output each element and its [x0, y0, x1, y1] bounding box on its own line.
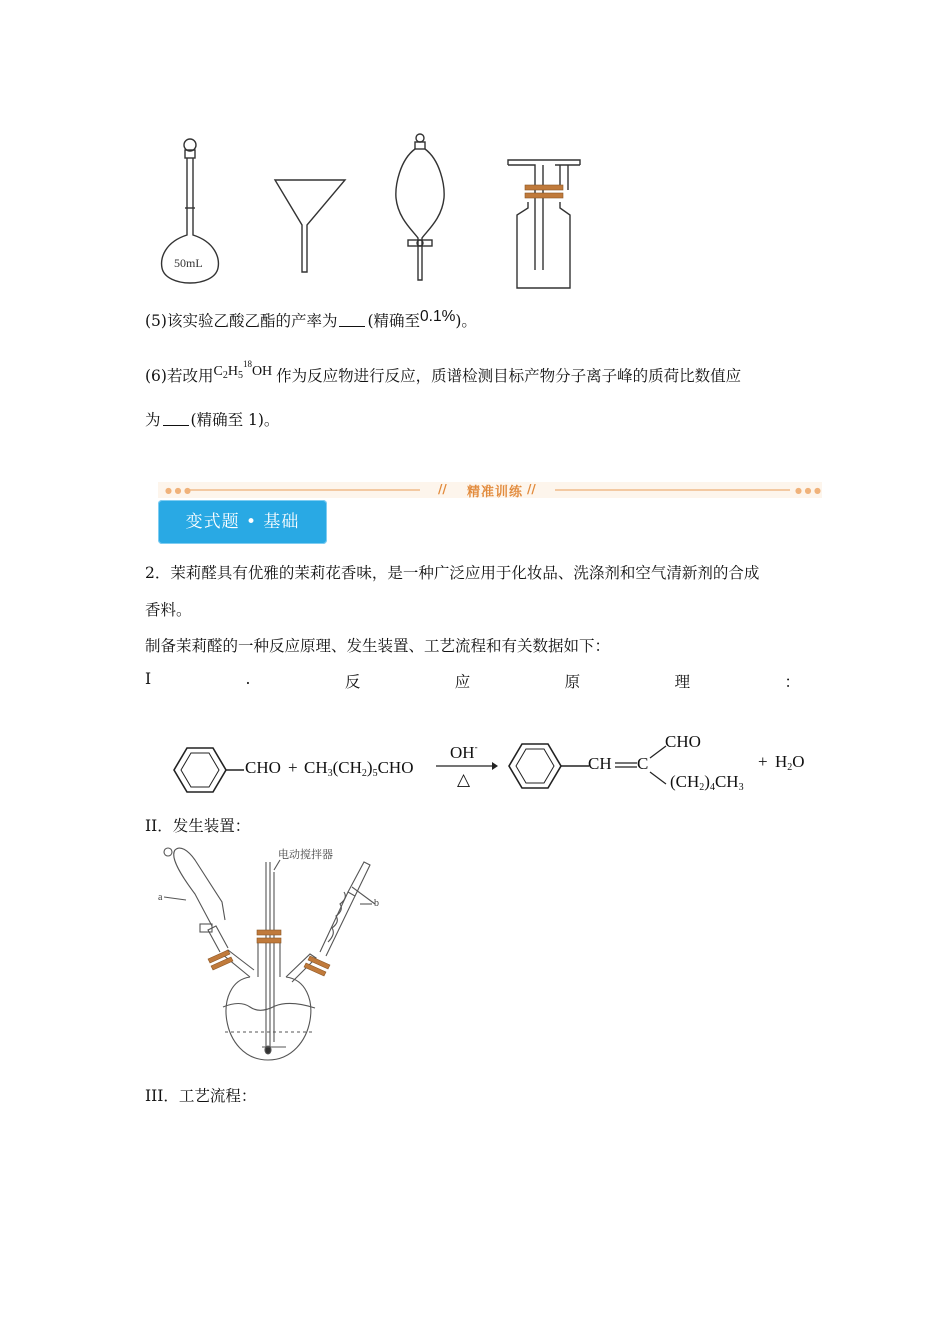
- q5-precision: 0.1%: [420, 308, 456, 325]
- answer-blank[interactable]: [163, 411, 189, 426]
- question-6-line-2: [145, 410, 279, 430]
- heading-char: 理: [674, 673, 691, 691]
- banner-dots-right: ● ● ●: [795, 486, 822, 495]
- stopper-band: [525, 185, 563, 198]
- answer-blank[interactable]: [339, 312, 365, 327]
- banner-line-right: [555, 489, 790, 491]
- heading-char: ：: [784, 673, 800, 691]
- label-b: b: [374, 898, 379, 909]
- q6-line2-suffix: (精确至 1)。: [190, 411, 280, 429]
- q2-line-2: 香料。: [145, 601, 192, 619]
- heat-condition: △: [457, 770, 471, 789]
- product-benzene-ring-icon: [505, 736, 595, 796]
- q6-prefix: (6)若改用: [145, 367, 214, 385]
- q5-prefix: (5)该实验乙酸乙酯的产率为: [145, 312, 338, 330]
- heading-process-flow: III．工艺流程：: [145, 1087, 257, 1105]
- double-bond-icon: [614, 760, 638, 770]
- reactant-2: $CH_3(CH_2)_5CHO$: [304, 758, 414, 779]
- q6-formula: $C_2H_5^{18}OH$: [213, 359, 273, 381]
- separatory-funnel-icon: [396, 134, 444, 280]
- flask-volume-label: 50mL: [174, 256, 203, 270]
- q5-paren-open: (精确至: [367, 312, 421, 330]
- heading-char: I: [145, 670, 152, 688]
- catalyst-label: OH-: [450, 742, 478, 762]
- heading-apparatus: II．发生装置：: [145, 817, 251, 835]
- q6-line1-rest: 作为反应物进行反应，质谱检测目标产物分子离子峰的质荷比数值应: [276, 367, 742, 385]
- banner-title: 精准训练: [466, 485, 523, 500]
- question-5: [145, 308, 477, 332]
- product-top-group: CHO: [665, 732, 701, 751]
- gas-washing-bottle-icon: [508, 160, 580, 288]
- question-6-line-1: [145, 360, 741, 392]
- plus-sign-2: +: [758, 752, 768, 771]
- funnel-icon: [275, 180, 345, 272]
- q2-line-1: 2．茉莉醛具有优雅的茉莉花香味，是一种广泛应用于化妆品、洗涤剂和空气清新剂的合成: [145, 564, 760, 582]
- heading-char: 反: [344, 673, 361, 691]
- reactant-1-group: CHO: [245, 758, 281, 777]
- product-ch: CH: [588, 754, 612, 773]
- glassware-figure: [150, 130, 590, 300]
- q6-line2-prefix: 为: [145, 411, 161, 429]
- banner-line-left: [185, 489, 420, 491]
- banner-dots-left: ● ● ●: [165, 486, 192, 495]
- heading-char: .: [245, 670, 251, 688]
- heading-reaction-principle: [145, 670, 800, 692]
- apparatus-figure: [150, 842, 390, 1064]
- stirrer-label: 电动搅拌器: [278, 848, 333, 861]
- q2-line-3: 制备茉莉醛的一种反应原理、发生装置、工艺流程和有关数据如下：: [145, 637, 611, 655]
- banner-slash-left-icon: //: [438, 482, 447, 496]
- heading-char: 原: [564, 673, 581, 691]
- water: $H_2O$: [775, 752, 805, 773]
- section-tag: 变式题 • 基础: [158, 500, 327, 544]
- label-a: a: [158, 892, 163, 903]
- product-c: C: [637, 754, 649, 773]
- banner-slash-right-icon: //: [527, 482, 536, 496]
- product-bottom-group: $(CH_2)_4CH_3$: [670, 772, 744, 793]
- q5-suffix: )。: [455, 312, 477, 330]
- heading-char: 应: [454, 673, 471, 691]
- benzene-ring-icon: [160, 740, 250, 800]
- stopper-bands: [208, 930, 330, 976]
- plus-sign: +: [288, 758, 298, 777]
